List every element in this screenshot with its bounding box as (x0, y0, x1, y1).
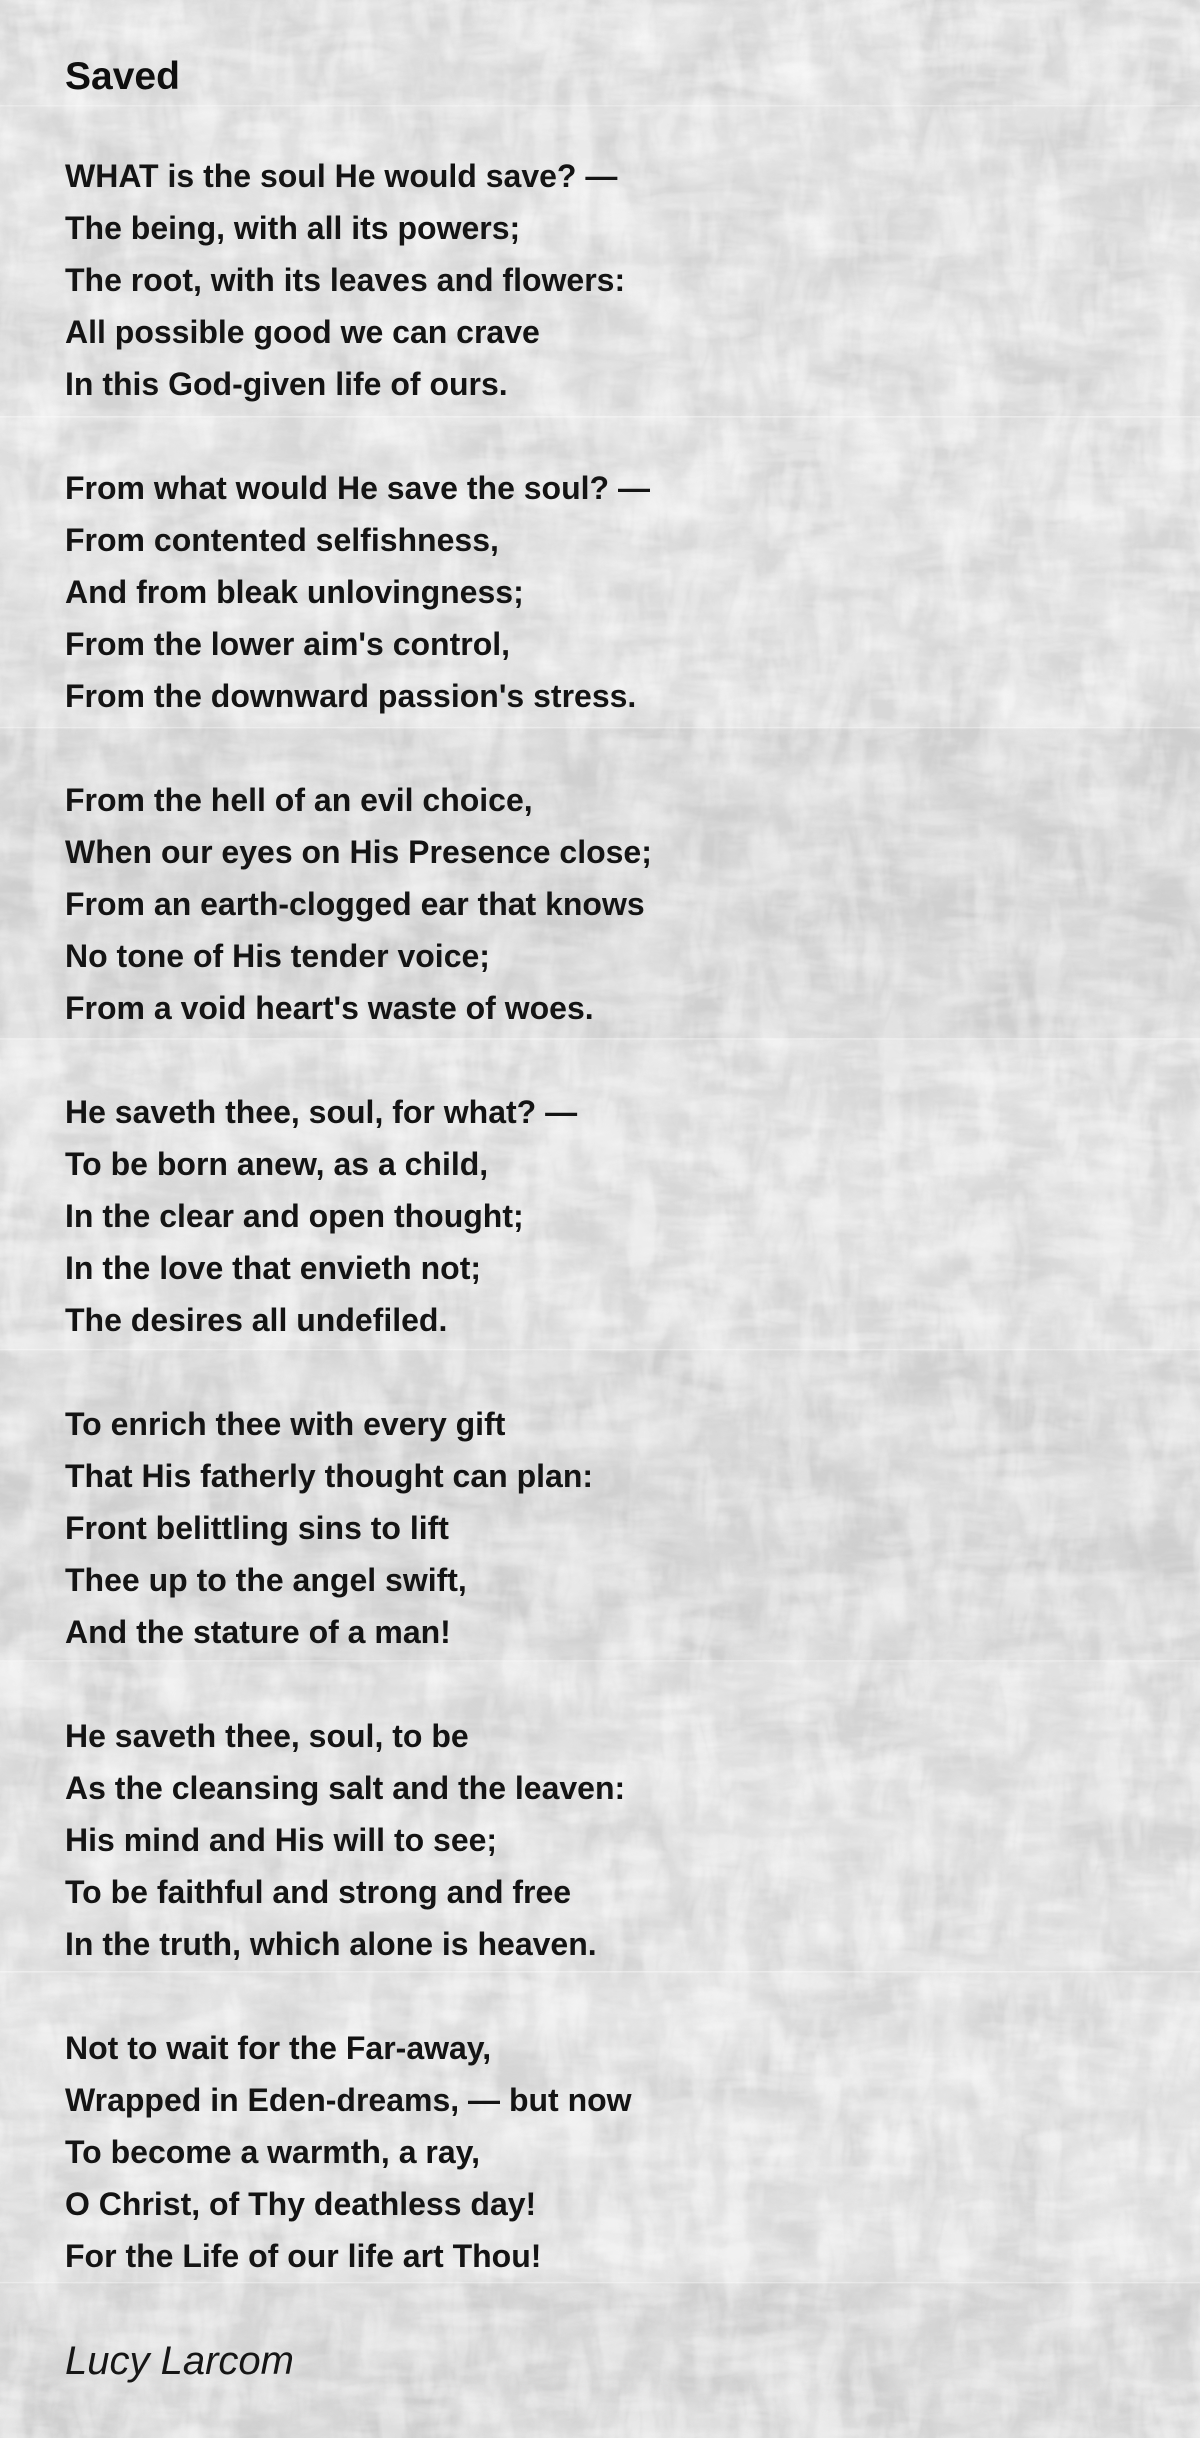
poem-line: O Christ, of Thy deathless day! (65, 2186, 537, 2222)
poem-line: In the love that envieth not; (65, 1250, 482, 1286)
poem-line: To be born anew, as a child, (65, 1146, 489, 1182)
poem-line: From the hell of an evil choice, (65, 782, 533, 818)
poem-line: Not to wait for the Far-away, (65, 2030, 492, 2066)
stanza-6 (65, 1710, 652, 1970)
poem-line: WHAT is the soul He would save? — (65, 158, 618, 194)
poem-line: Thee up to the angel swift, (65, 1562, 467, 1598)
poem-line: From a void heart's waste of woes. (65, 990, 594, 1026)
poem-line: All possible good we can crave (65, 314, 540, 350)
poem-line: To be faithful and strong and free (65, 1874, 572, 1910)
poem-line: And the stature of a man! (65, 1614, 451, 1650)
poem-line: In this God-given life of ours. (65, 366, 508, 402)
poem-line: His mind and His will to see; (65, 1822, 498, 1858)
poem-line: From the downward passion's stress. (65, 678, 637, 714)
poem-body (65, 150, 652, 2334)
stanza-2 (65, 462, 652, 722)
stanza-3 (65, 774, 652, 1034)
poem-line: To enrich thee with every gift (65, 1406, 506, 1442)
poem-line: From the lower aim's control, (65, 626, 511, 662)
poem-line: From an earth-clogged ear that knows (65, 886, 645, 922)
stanza-5 (65, 1398, 652, 1658)
poem-line: He saveth thee, soul, to be (65, 1718, 469, 1754)
poem-line: For the Life of our life art Thou! (65, 2238, 542, 2274)
poem-line: In the truth, which alone is heaven. (65, 1926, 597, 1962)
poem-line: When our eyes on His Presence close; (65, 834, 652, 870)
poem-line: The desires all undefiled. (65, 1302, 448, 1338)
poem-line: And from bleak unlovingness; (65, 574, 524, 610)
poem-line: No tone of His tender voice; (65, 938, 490, 974)
poem-author: Lucy Larcom (65, 2339, 294, 2383)
poem-line: Wrapped in Eden-dreams, — but now (65, 2082, 632, 2118)
poem-line: To become a warmth, a ray, (65, 2134, 480, 2170)
poem-line: Front belittling sins to lift (65, 1510, 449, 1546)
poem-line: In the clear and open thought; (65, 1198, 524, 1234)
poem-line: The being, with all its powers; (65, 210, 521, 246)
stanza-1 (65, 150, 652, 410)
poem-title: Saved (65, 55, 180, 98)
poem-line: As the cleansing salt and the leaven: (65, 1770, 626, 1806)
poem-line: From contented selfishness, (65, 522, 499, 558)
poem-line: The root, with its leaves and flowers: (65, 262, 626, 298)
stanza-7 (65, 2022, 652, 2282)
poem-line: That His fatherly thought can plan: (65, 1458, 594, 1494)
poem-line: He saveth thee, soul, for what? — (65, 1094, 578, 1130)
poem-line: From what would He save the soul? — (65, 470, 650, 506)
stanza-4 (65, 1086, 652, 1346)
